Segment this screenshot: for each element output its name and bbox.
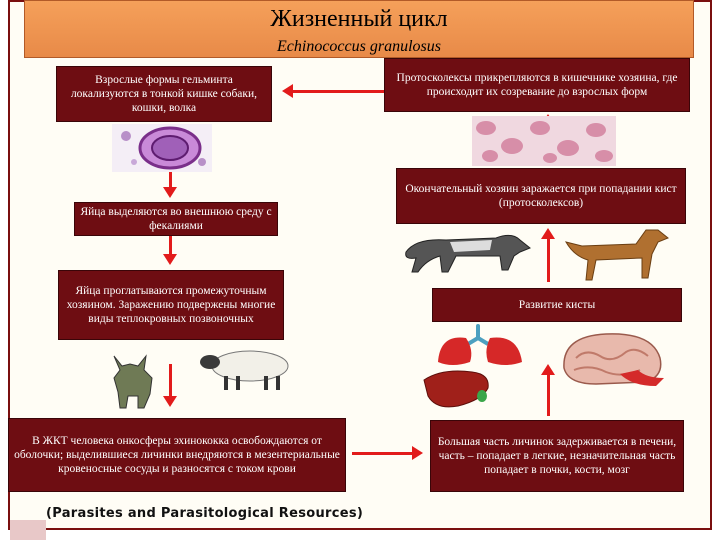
tissue-micrograph-icon: [472, 116, 616, 166]
arrow-head-up: [541, 364, 555, 375]
goat-icon: [104, 350, 164, 412]
cyst-development-box: Развитие кисты: [432, 288, 682, 322]
arrow-adult-to-eggs: [169, 172, 172, 188]
arrow-head-right: [412, 446, 423, 460]
sheep-icon: [198, 344, 294, 392]
final-host-box: Окончательный хозяин заражается при попадании кист (протосколексов): [396, 168, 686, 224]
arrow-liver-to-cyst: [547, 374, 550, 416]
arrow-to-adult: [292, 90, 384, 93]
title-banner: [24, 0, 694, 58]
protoscolex-box: Протосколексы прикрепляются в кишечнике хозяина, где происходит их созревание до взрослых форм: [384, 58, 690, 112]
arrow-head-left: [282, 84, 293, 98]
arrow-eggs-to-swallowed: [169, 236, 172, 254]
page-title: Жизненный цикл: [270, 6, 448, 32]
dog-icon: [560, 222, 672, 284]
gut-oncosphere-box: В ЖКТ человека онкосферы эхинококка освобождаются от оболочки; выделившиеся личинки внедряются в мезентериальные кровеносные сосуды и разносятся с током крови: [8, 418, 346, 492]
arrow-cyst-to-host: [547, 238, 550, 282]
arrow-gut-to-liver: [352, 452, 414, 455]
arrow-swallowed-to-gut: [169, 364, 172, 398]
arrow-head-down: [163, 187, 177, 198]
eggs-swallowed-box: Яйца проглатываются промежуточным хозяином. Заражению подвержены многие виды теплокровных позвоночных: [58, 270, 284, 340]
arrow-head-up: [541, 228, 555, 239]
eggs-excreted-box: Яйца выделяются во внешнюю среду с фекалиями: [74, 202, 278, 236]
corner-decoration: [10, 520, 46, 540]
liver-icon: [422, 366, 492, 412]
arrow-head-down: [163, 396, 177, 407]
wolf-icon: [396, 226, 534, 276]
source-caption: (Parasites and Parasitological Resources): [46, 506, 364, 521]
lungs-icon: [430, 324, 532, 368]
brain-icon: [556, 328, 672, 390]
egg-micrograph-icon: [112, 124, 212, 172]
page-subtitle: Echinococcus granulosus: [277, 38, 441, 55]
arrow-head-down: [163, 254, 177, 265]
adult-form-box: Взрослые формы гельминта локализуются в тонкой кишке собаки, кошки, волка: [56, 66, 272, 122]
larvae-distribution-box: Большая часть личинок задерживается в печени, часть – попадает в легкие, незначительная часть попадает в почки, кости, мозг: [430, 420, 684, 492]
